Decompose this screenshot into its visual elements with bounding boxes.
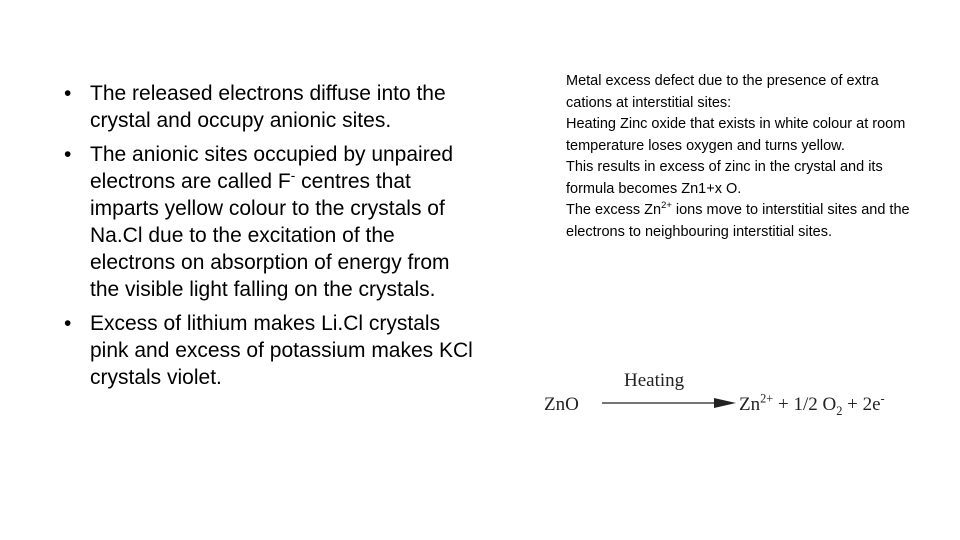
equation-products xyxy=(739,391,885,418)
equation-condition: Heating xyxy=(624,370,685,391)
product-zinc: Zn xyxy=(739,394,761,415)
section-heading: Metal excess defect due to the presence of extra cations at interstitial sites: xyxy=(566,73,879,111)
bullet-marker: • xyxy=(64,82,72,105)
equation-reactant: ZnO xyxy=(544,394,579,415)
bullet-item xyxy=(64,310,484,391)
bullet-text-part: centres that imparts yellow colour to the crystals of Na.Cl due to the excitation of the electrons on absorption of energy from the visible light falling on the crystals. xyxy=(90,170,450,301)
product-zinc-charge: 2+ xyxy=(760,391,774,406)
chemical-equation xyxy=(544,370,934,430)
product-oxygen: + 1/2 O xyxy=(773,394,837,415)
bullet-item xyxy=(64,80,484,134)
bullet-text: Excess of lithium makes Li.Cl crystals pink and excess of potassium makes KCl crystals violet. xyxy=(90,312,473,389)
paragraph xyxy=(566,200,926,243)
paragraph-part: ions move to interstitial sites and the electrons to neighbouring interstitial sites. xyxy=(566,202,910,240)
zinc-ion-charge: 2+ xyxy=(661,199,672,211)
bullet-text-part: The anionic sites occupied by unpaired electrons are called F xyxy=(90,143,454,193)
product-electrons: + 2e xyxy=(842,394,881,415)
metal-excess-description xyxy=(566,71,926,243)
bullet-item xyxy=(64,141,484,303)
f-centre-charge: - xyxy=(290,168,296,183)
electron-charge: - xyxy=(880,391,885,406)
bullet-marker: • xyxy=(64,312,72,335)
bullet-marker: • xyxy=(64,143,72,166)
bullet-text xyxy=(90,143,453,301)
bullet-list xyxy=(64,80,484,398)
bullet-text: The released electrons diffuse into the crystal and occupy anionic sites. xyxy=(90,82,446,132)
reaction-arrow-icon xyxy=(602,396,736,410)
paragraph: This results in excess of zinc in the crystal and its formula becomes Zn1+x O. xyxy=(566,159,883,197)
paragraph: Heating Zinc oxide that exists in white colour at room temperature loses oxygen and turns yellow. xyxy=(566,116,906,154)
paragraph-part: The excess Zn xyxy=(566,202,662,218)
oxygen-subscript: 2 xyxy=(836,403,843,418)
